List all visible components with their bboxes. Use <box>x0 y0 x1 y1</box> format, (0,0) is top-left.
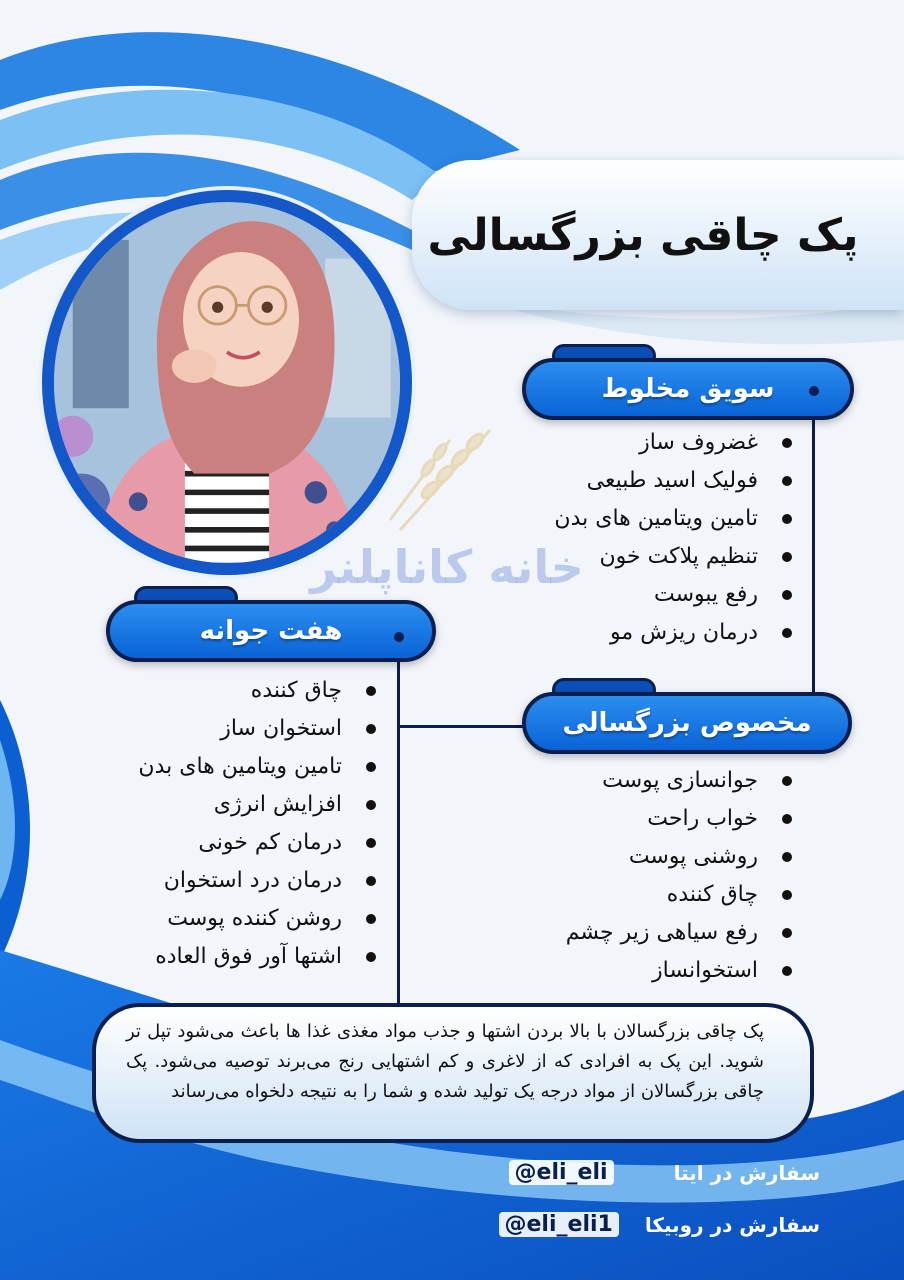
makhsus-list <box>566 762 800 990</box>
description-box <box>92 1003 814 1143</box>
order-row-rubika <box>499 1212 820 1237</box>
list-item: رفع یبوست <box>554 576 800 614</box>
list-item: غضروف ساز <box>554 424 800 462</box>
list-item: جوانسازی پوست <box>566 762 800 800</box>
list-item: چاق کننده <box>566 876 800 914</box>
section-label-sovigh: سویق مخلوط <box>601 374 775 404</box>
section-header-sovigh <box>522 358 854 420</box>
section-header-haft <box>106 600 436 662</box>
section-label-haft: هفت جوانه <box>199 616 343 646</box>
connector-dot-sovigh <box>809 386 819 396</box>
connector-line-left <box>397 638 400 1008</box>
order-handle-rubika[interactable]: @eli_eli1 <box>499 1212 619 1237</box>
portrait-photo <box>42 190 412 575</box>
section-label-makhsus: مخصوص بزرگسالی <box>562 708 812 738</box>
list-item: درمان ریزش مو <box>554 614 800 652</box>
list-item: خواب راحت <box>566 800 800 838</box>
list-item: استخوان ساز <box>138 710 384 748</box>
list-item: افزایش انرژی <box>138 786 384 824</box>
order-label-eitaa: سفارش در ایتا <box>673 1160 820 1185</box>
connector-dot-haft <box>394 632 404 642</box>
description-text: پک چاقی بزرگسالان با بالا بردن اشتها و جذب مواد مغذی غذا ها باعث می‌شود تپل تر شوید. این پک به افرادی که از لاغری و کم اشتهایی رنج می‌برند توصیه می‌شود. پک چاقی بزرگسالان از مواد درجه یک تولید شده و شما را به نتیجه دلخواه می‌رساند <box>126 1021 764 1102</box>
list-item: استخوانساز <box>566 952 800 990</box>
list-item: روشنی پوست <box>566 838 800 876</box>
haft-list <box>138 672 384 976</box>
list-item: درمان درد استخوان <box>138 862 384 900</box>
list-item: فولیک اسید طبیعی <box>554 462 800 500</box>
list-item: رفع سیاهی زیر چشم <box>566 914 800 952</box>
order-label-rubika: سفارش در روبیکا <box>644 1212 820 1237</box>
order-row-eitaa <box>509 1160 820 1185</box>
title-banner <box>412 160 904 310</box>
order-handle-eitaa[interactable]: @eli_eli <box>509 1160 614 1185</box>
list-item: چاق کننده <box>138 672 384 710</box>
portrait-illustration <box>54 202 400 563</box>
watermark-logo: خانه کاناپلنر <box>310 540 584 594</box>
list-item: اشتها آور فوق العاده <box>138 938 384 976</box>
page-title: پک چاقی بزرگسالی <box>427 209 859 261</box>
section-header-makhsus <box>522 692 852 754</box>
list-item: تنظیم پلاکت خون <box>554 538 800 576</box>
connector-line-right <box>812 392 815 694</box>
list-item: تامین ویتامین های بدن <box>554 500 800 538</box>
list-item: درمان کم خونی <box>138 824 384 862</box>
list-item: روشن کننده پوست <box>138 900 384 938</box>
sovigh-list <box>554 424 800 652</box>
connector-line-horizontal <box>397 725 525 728</box>
list-item: تامین ویتامین های بدن <box>138 748 384 786</box>
